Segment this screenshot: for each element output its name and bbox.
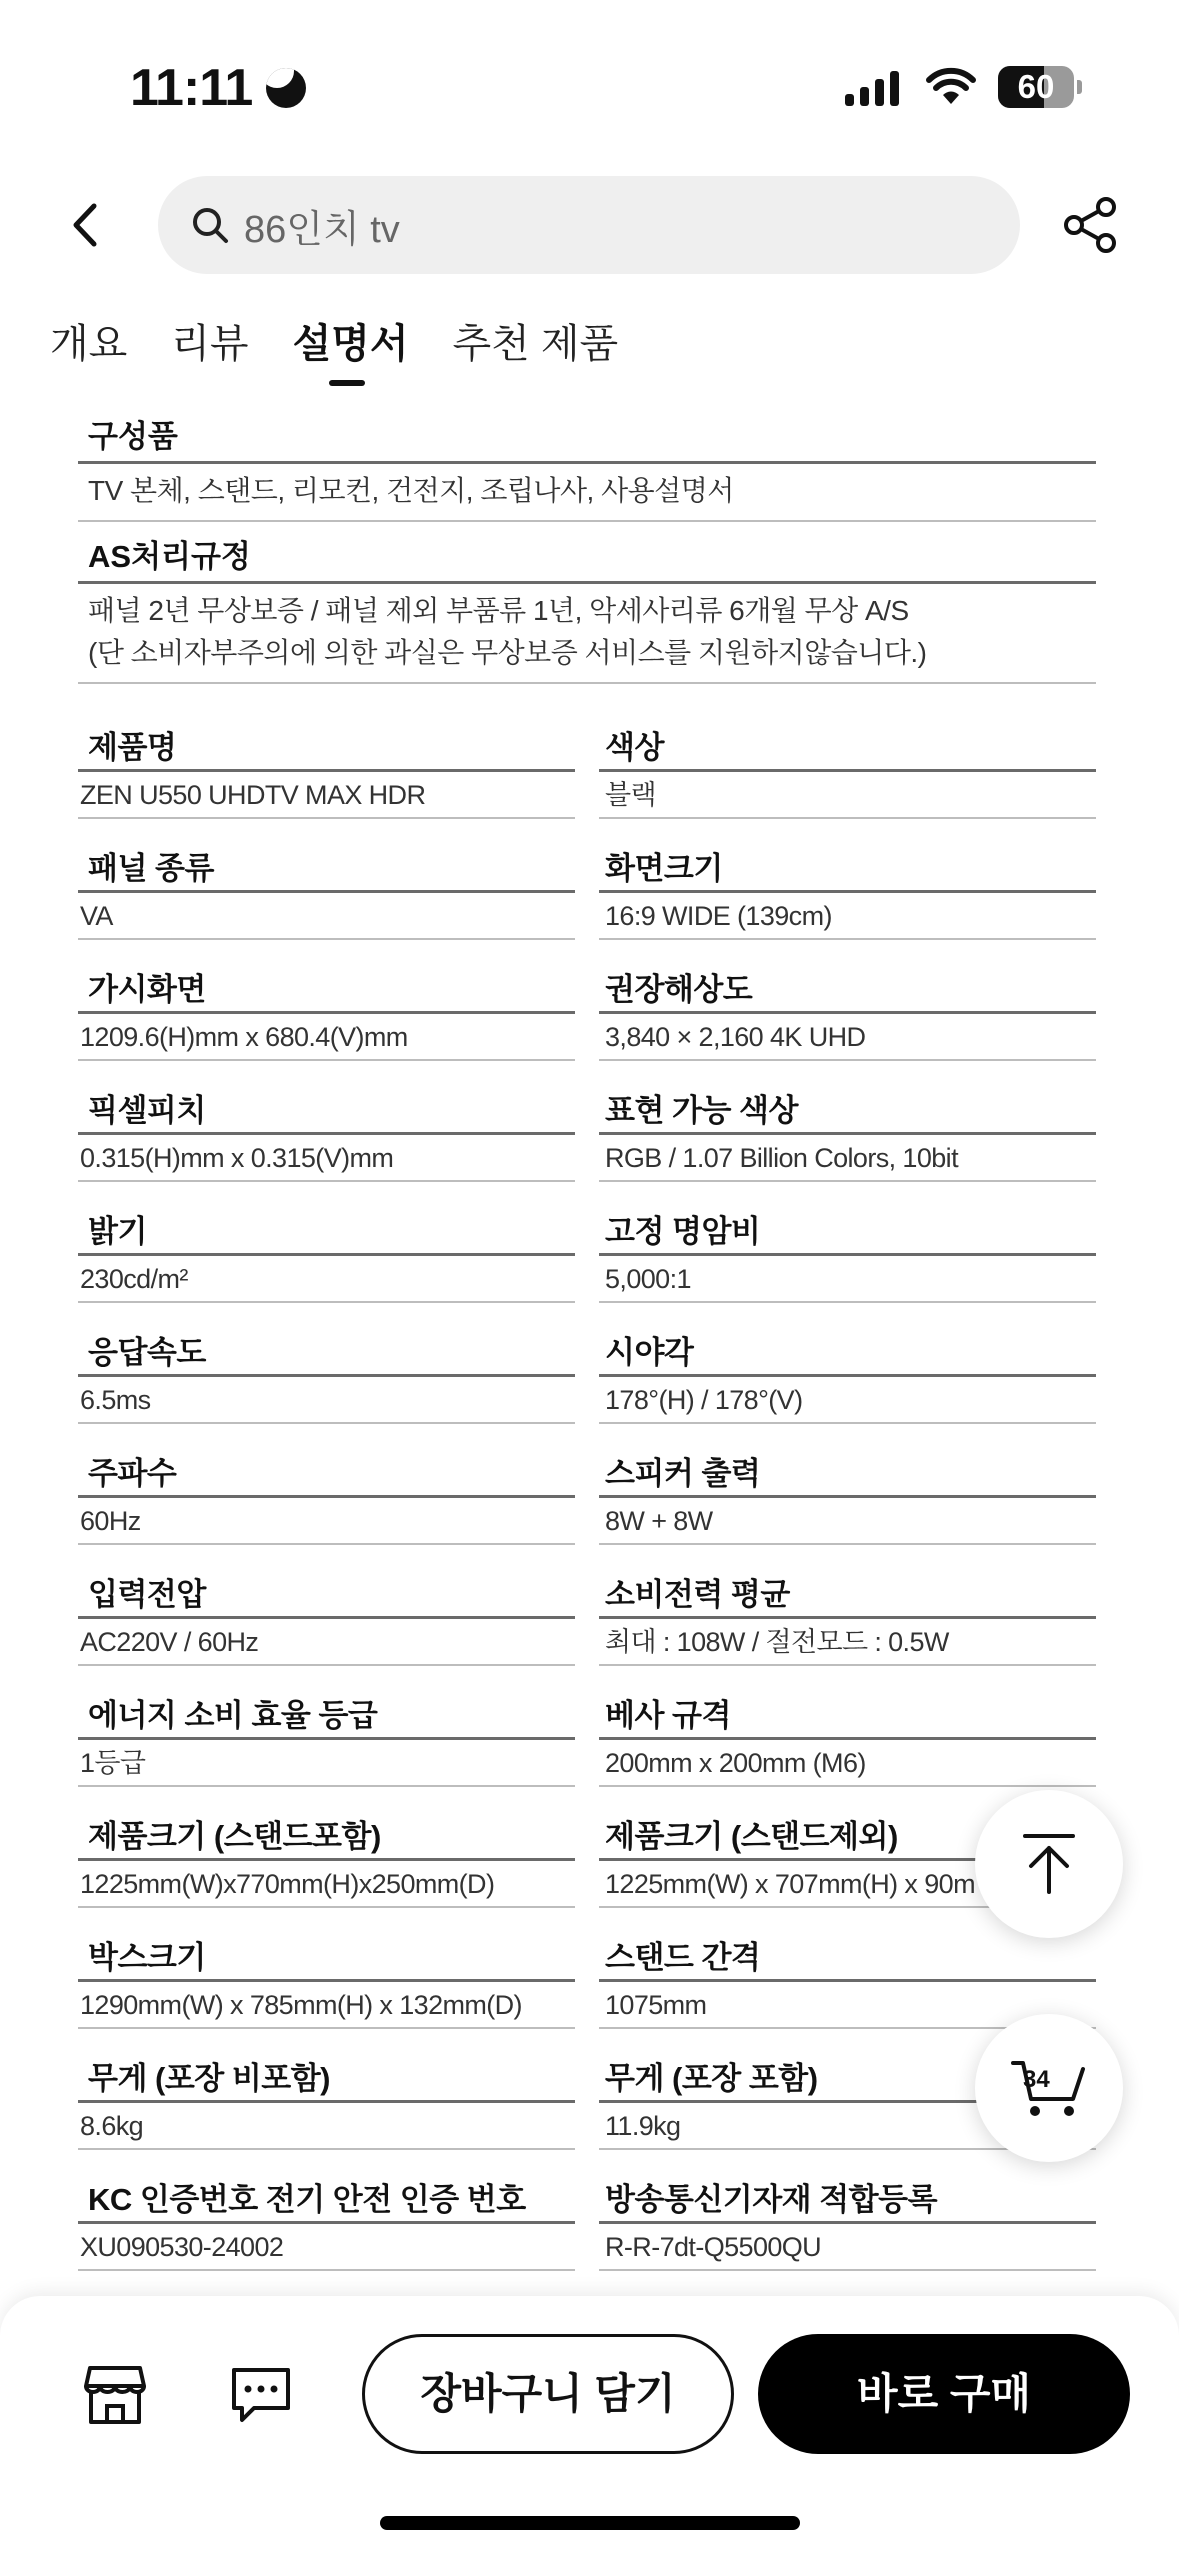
spec-components (78, 410, 1096, 522)
search-icon (190, 205, 230, 245)
spec-value: 1225mm(W) x 707mm(H) x 90m (599, 1861, 1096, 1908)
cart-button[interactable] (975, 2014, 1123, 2162)
spec-label: 표현 가능 색상 (599, 1073, 1096, 1135)
share-icon[interactable] (1060, 195, 1120, 255)
spec-value: 6.5ms (78, 1377, 575, 1424)
spec-item (78, 1920, 575, 2041)
spec-value: ZEN U550 UHDTV MAX HDR (78, 772, 575, 819)
cellular-signal-icon (845, 70, 899, 106)
spec-label: KC 인증번호 전기 안전 인증 번호 (78, 2162, 575, 2224)
spec-label: 무게 (포장 비포함) (78, 2041, 575, 2103)
spec-value: 1225mm(W)x770mm(H)x250mm(D) (78, 1861, 575, 1908)
spec-value: 230cd/m² (78, 1256, 575, 1303)
spec-label: 색상 (599, 710, 1096, 772)
tab-reviews[interactable]: 리뷰 (171, 322, 249, 366)
spec-item (78, 1436, 575, 1557)
spec-value: 16:9 WIDE (139cm) (599, 893, 1096, 940)
spec-item (78, 1073, 575, 1194)
spec-value: 1290mm(W) x 785mm(H) x 132mm(D) (78, 1982, 575, 2029)
spec-label: 픽셀피치 (78, 1073, 575, 1135)
spec-label: 구성품 (78, 410, 1096, 464)
spec-as-policy (78, 530, 1096, 684)
spec-row (78, 831, 1096, 952)
spec-row (78, 710, 1096, 831)
home-indicator (380, 2516, 800, 2530)
spec-row (78, 1194, 1096, 1315)
spec-label: 제품크기 (스탠드포함) (78, 1799, 575, 1861)
spec-item (78, 710, 575, 831)
scroll-to-top-button[interactable] (975, 1790, 1123, 1938)
spec-label: 제품명 (78, 710, 575, 772)
arrow-up-icon (1019, 1832, 1079, 1896)
spec-label: 박스크기 (78, 1920, 575, 1982)
spec-item (78, 1799, 575, 1920)
wifi-icon (926, 66, 976, 106)
spec-label: 베사 규격 (599, 1678, 1096, 1740)
spec-value: 60Hz (78, 1498, 575, 1545)
spec-value (78, 584, 1096, 684)
spec-item (599, 710, 1096, 831)
spec-value: 0.315(H)mm x 0.315(V)mm (78, 1135, 575, 1182)
tab-recommended[interactable]: 추천 제품 (452, 322, 619, 366)
cart-count: 34 (1023, 2066, 1050, 2093)
spec-item (78, 831, 575, 952)
spec-item (599, 1194, 1096, 1315)
spec-label: 밝기 (78, 1194, 575, 1256)
spec-value: AC220V / 60Hz (78, 1619, 575, 1666)
spec-row (78, 1920, 1096, 2041)
store-icon[interactable] (82, 2362, 148, 2428)
spec-item (78, 2162, 575, 2283)
spec-value: 최대 : 108W / 절전모드 : 0.5W (599, 1619, 1096, 1666)
chat-icon[interactable] (228, 2362, 294, 2428)
battery-cap (1077, 80, 1082, 94)
spec-label: 응답속도 (78, 1315, 575, 1377)
spec-item (78, 1557, 575, 1678)
spec-row (78, 1436, 1096, 1557)
spec-item (599, 831, 1096, 952)
spec-grid (78, 710, 1096, 2283)
spec-label: 스탠드 간격 (599, 1920, 1096, 1982)
spec-item (78, 2041, 575, 2162)
spec-label: 방송통신기자재 적합등록 (599, 2162, 1096, 2224)
battery-icon (998, 66, 1074, 108)
spec-label: 가시화면 (78, 952, 575, 1014)
spec-item (78, 1194, 575, 1315)
spec-label: 소비전력 평균 (599, 1557, 1096, 1619)
spec-row (78, 2162, 1096, 2283)
clock: 11:11 (130, 59, 253, 117)
spec-item (599, 1073, 1096, 1194)
search-query: 86인치 tv (244, 208, 400, 251)
spec-label: 주파수 (78, 1436, 575, 1498)
spec-label: 제품크기 (스탠드제외) (599, 1799, 1096, 1861)
spec-label: 에너지 소비 효율 등급 (78, 1678, 575, 1740)
as-policy-line-2: (단 소비자부주의에 의한 과실은 무상보증 서비스를 지원하지않습니다.) (88, 637, 927, 668)
chevron-left-icon (70, 202, 100, 248)
spec-row (78, 1678, 1096, 1799)
spec-item (599, 1436, 1096, 1557)
spec-value: 11.9kg (599, 2103, 1096, 2150)
tab-bar (50, 312, 618, 382)
spec-value: 8W + 8W (599, 1498, 1096, 1545)
spec-value: RGB / 1.07 Billion Colors, 10bit (599, 1135, 1096, 1182)
battery-level: 60 (1017, 68, 1055, 105)
spec-item (599, 1557, 1096, 1678)
spec-row (78, 1557, 1096, 1678)
spec-item (599, 952, 1096, 1073)
spec-item (599, 2162, 1096, 2283)
spec-label: 무게 (포장 포함) (599, 2041, 1096, 2103)
spec-label: 고정 명암비 (599, 1194, 1096, 1256)
spec-value: 1209.6(H)mm x 680.4(V)mm (78, 1014, 575, 1061)
spec-label: 입력전압 (78, 1557, 575, 1619)
spec-label: 패널 종류 (78, 831, 575, 893)
spec-value: 178°(H) / 178°(V) (599, 1377, 1096, 1424)
spec-value: 1075mm (599, 1982, 1096, 2029)
spec-value: TV 본체, 스탠드, 리모컨, 건전지, 조립나사, 사용설명서 (78, 464, 1096, 522)
spec-value: 블랙 (599, 772, 1096, 819)
back-button[interactable] (58, 195, 112, 255)
spec-value: R-R-7dt-Q5500QU (599, 2224, 1096, 2271)
spec-row (78, 1073, 1096, 1194)
search-input[interactable] (158, 176, 1020, 274)
spec-value: 3,840 × 2,160 4K UHD (599, 1014, 1096, 1061)
spec-item (78, 1678, 575, 1799)
spec-label: 권장해상도 (599, 952, 1096, 1014)
spec-row (78, 1799, 1096, 1920)
add-to-cart-button[interactable]: 장바구니 담기 (362, 2334, 734, 2454)
spec-value: 1등급 (78, 1740, 575, 1787)
spec-label: AS처리규정 (78, 530, 1096, 584)
spec-label: 스피커 출력 (599, 1436, 1096, 1498)
spec-value: VA (78, 893, 575, 940)
spec-value: 5,000:1 (599, 1256, 1096, 1303)
as-policy-line-1: 패널 2년 무상보증 / 패널 제외 부품류 1년, 악세사리류 6개월 무상 A/S (88, 595, 909, 626)
tab-manual[interactable]: 설명서 (293, 312, 409, 382)
spec-row (78, 952, 1096, 1073)
spec-value: 8.6kg (78, 2103, 575, 2150)
spec-label: 시야각 (599, 1315, 1096, 1377)
tab-overview[interactable]: 개요 (50, 322, 128, 366)
buy-now-button[interactable]: 바로 구매 (758, 2334, 1130, 2454)
spec-row (78, 1315, 1096, 1436)
spec-label: 화면크기 (599, 831, 1096, 893)
spec-value: 200mm x 200mm (M6) (599, 1740, 1096, 1787)
spec-item (78, 1315, 575, 1436)
spec-item (599, 1315, 1096, 1436)
spec-value: XU090530-24002 (78, 2224, 575, 2271)
spec-item (78, 952, 575, 1073)
spec-row (78, 2041, 1096, 2162)
status-time (130, 58, 306, 118)
spec-item (599, 1678, 1096, 1799)
moon-icon (266, 68, 306, 108)
